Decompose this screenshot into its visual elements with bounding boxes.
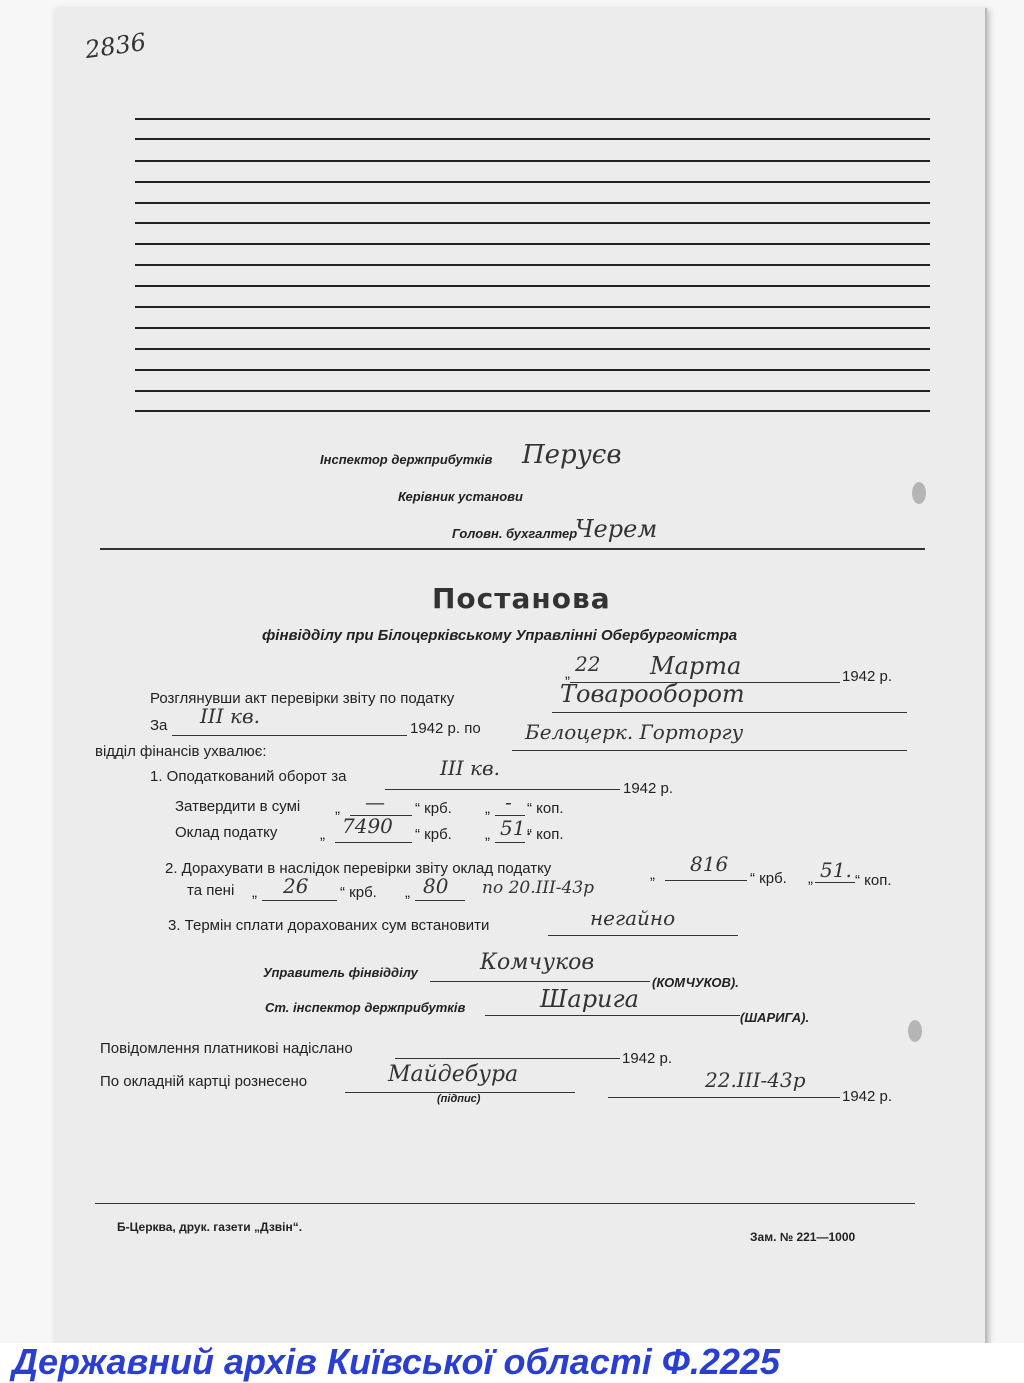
tax-kop-line [495, 842, 525, 843]
approve-kop-quote: „ [485, 800, 490, 817]
penalty-note: по 20.III-43р [482, 878, 595, 898]
binding-hole [912, 482, 926, 504]
item2-krb: “ крб. [750, 870, 787, 887]
tax-kop-quote: „ [485, 826, 490, 843]
footer-divider [95, 1203, 915, 1204]
date-quote: „ [565, 665, 570, 682]
tax-kop-label: “ коп. [527, 826, 564, 843]
item2-kop-label: “ коп. [855, 872, 892, 889]
item2-rub-line [665, 880, 747, 881]
item1-value: III кв. [440, 756, 500, 780]
archive-caption-bar [0, 1343, 1024, 1382]
item1-fill-line [385, 789, 620, 790]
head-label: Керівник установи [398, 489, 523, 504]
item1-label: 1. Оподаткований оборот за [150, 768, 347, 785]
card-year: 1942 р. [842, 1088, 893, 1105]
item1-year: 1942 р. [623, 780, 674, 797]
senior-inspector-signature: Шарига [540, 985, 639, 1013]
senior-inspector-label: Ст. інспектор держприбутків [265, 1000, 466, 1015]
notify-label: Повідомлення платникові надіслано [100, 1040, 353, 1057]
period-value: III кв. [200, 704, 260, 728]
approve-krb: “ крб. [415, 800, 452, 817]
tax-open-quote: „ [320, 826, 325, 843]
card-date: 22.III-43р [705, 1068, 806, 1092]
line2-year: 1942 р. по [410, 720, 481, 737]
card-date-line [608, 1097, 840, 1098]
line2-za: За [150, 717, 168, 734]
date-month: Марта [650, 652, 742, 680]
notify-fill-line [395, 1058, 620, 1059]
penalty-krb: “ крб. [340, 884, 377, 901]
tax-type-value: Товарооборот [560, 680, 745, 708]
senior-inspector-name: (ШАРИГА). [740, 1010, 810, 1025]
item3-label: 3. Термін сплати дорахованих сум встановити [168, 917, 490, 934]
inspector-signature: Перуєв [522, 440, 622, 470]
item3-fill-line [548, 935, 738, 936]
approve-rub: — [365, 790, 385, 814]
date-year: 1942 р. [842, 668, 893, 685]
line3-decision: відділ фінансів ухвалює: [95, 743, 267, 760]
card-signature-caption: (підпис) [437, 1093, 481, 1105]
penalty-rub: 26 [283, 874, 309, 898]
item2-kop-line [815, 882, 855, 883]
line2-fill-line-b [512, 750, 907, 751]
approve-open-quote: „ [335, 800, 340, 817]
item2-kop-quote: „ [808, 870, 813, 887]
section-divider [100, 548, 925, 550]
notify-year: 1942 р. [622, 1050, 673, 1067]
line2-fill-line-a [172, 735, 407, 736]
item2-rub: 816 [690, 852, 729, 876]
line1-prefix: Розглянувши акт перевірки звіту по податку [150, 690, 455, 707]
penalty-kop-quote: „ [405, 884, 410, 901]
penalty-rub-line [262, 900, 337, 901]
document-subtitle: фінвідділу при Білоцерківському Управлінні Обербургомістра [262, 627, 738, 644]
item3-value: негайно [590, 906, 676, 930]
penalty-kop-line [415, 900, 465, 901]
organization-value: Белоцерк. Горторгу [525, 720, 744, 744]
card-signature: Майдебура [388, 1062, 519, 1087]
card-label: По окладній картці рознесено [100, 1073, 308, 1090]
penalty-open-quote: „ [252, 884, 257, 901]
manager-fill-line [430, 981, 650, 982]
senior-inspector-fill-line [485, 1015, 740, 1016]
accountant-label: Головн. бухгалтер [452, 526, 578, 541]
document-title: Постанова [432, 582, 611, 615]
accountant-signature: Черем [575, 515, 658, 543]
item2-open-quote: „ [650, 866, 655, 883]
tax-label: Оклад податку [175, 824, 278, 841]
approve-kop: - [505, 790, 512, 814]
corner-number: 2836 [83, 27, 148, 65]
manager-name: (КОМЧУКОВ). [652, 975, 739, 990]
manager-signature: Комчуков [480, 950, 595, 975]
tax-rub: 7490 [342, 814, 393, 838]
printer-info: Б-Церква, друк. газети „Дзвін“. [117, 1220, 303, 1234]
order-number: Зам. № 221—1000 [750, 1230, 856, 1244]
binding-hole [908, 1020, 922, 1042]
date-day: 22 [575, 652, 601, 676]
penalty-kop: 80 [423, 874, 449, 898]
approve-label: Затвердити в сумі [175, 798, 301, 815]
penalty-label: та пені [187, 882, 235, 899]
inspector-label: Інспектор держприбутків [320, 452, 493, 467]
manager-label: Управитель фінвідділу [263, 965, 418, 980]
approve-kop-label: “ коп. [527, 800, 564, 817]
tax-rub-line [335, 842, 412, 843]
item2-label: 2. Дорахувати в наслідок перевірки звіту оклад податку [165, 860, 552, 877]
tax-krb: “ крб. [415, 826, 452, 843]
item2-kop: 51. [820, 858, 852, 882]
line1-fill-line [552, 712, 907, 713]
archive-caption: Державний архів Київської області Ф.2225 [12, 1341, 780, 1382]
tax-kop: 51. [500, 816, 532, 840]
